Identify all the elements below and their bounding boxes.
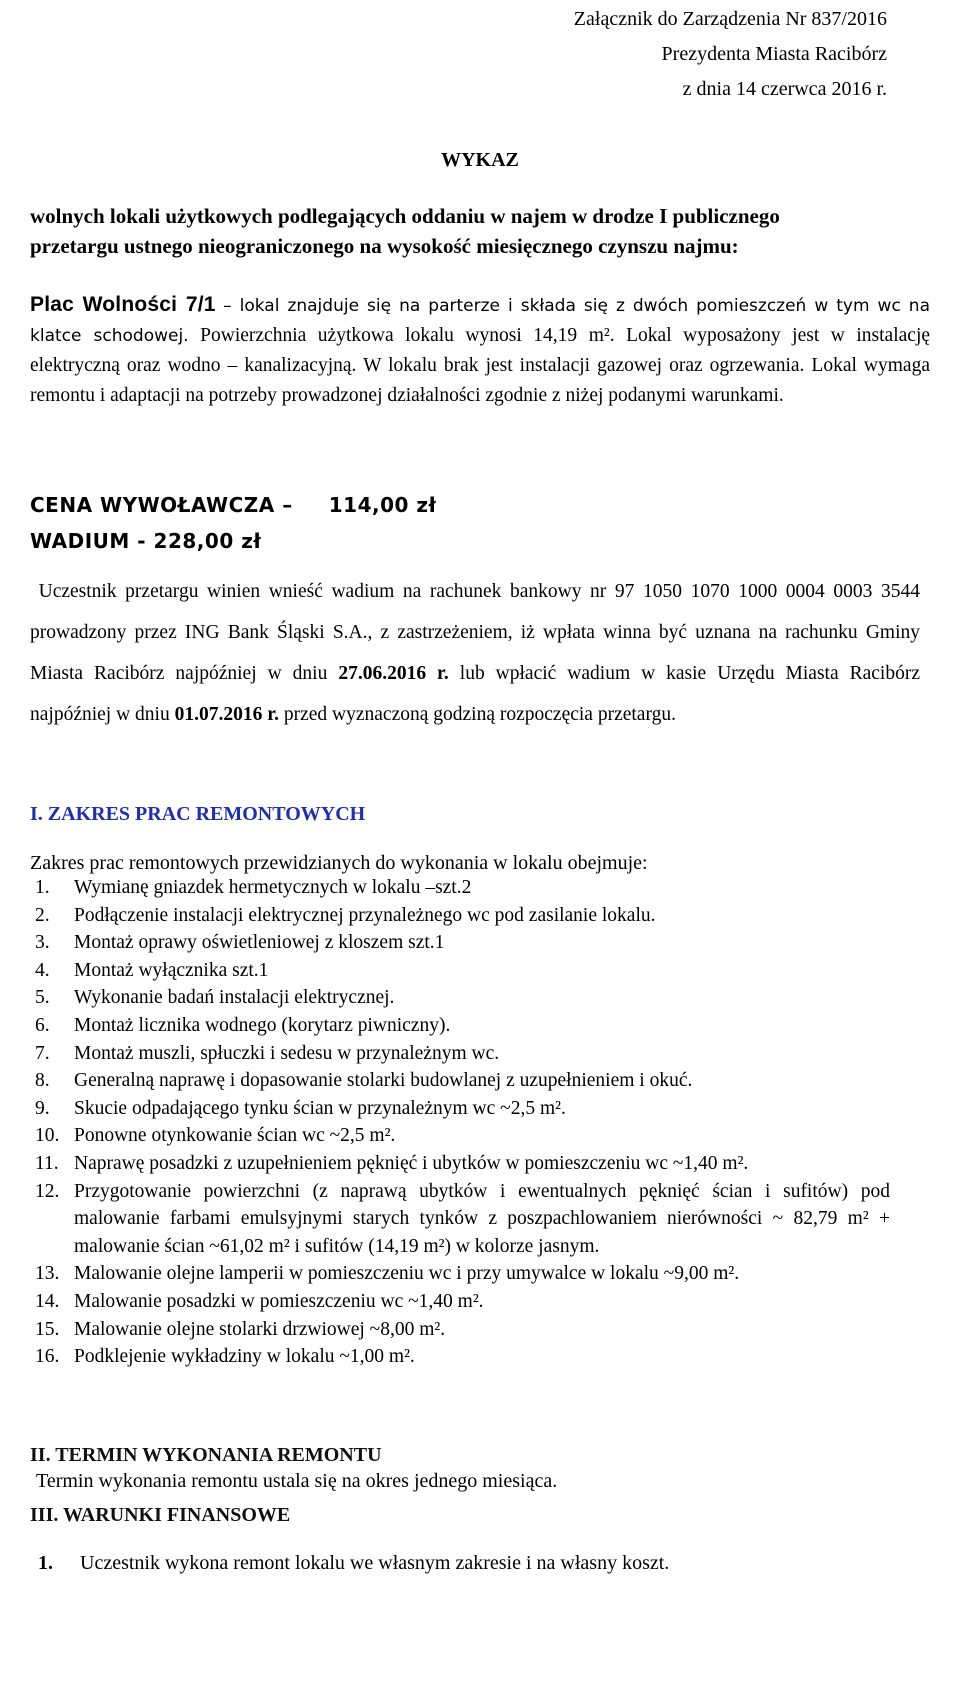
financial-condition-item: [38, 1548, 669, 1578]
list-item-text: Przygotowanie powierzchni (z naprawą ubytków i ewentualnych pęknięć ścian i sufitów) pod malowanie farbami emulsyjnymi starych tynków z poszpachlowaniem nierówności ~ 82,79 m² + malowanie ścian ~61,02 m² i sufitów (14,19 m²) w kolorze jasnym.: [74, 1180, 890, 1257]
list-item: [30, 1095, 890, 1123]
list-item-number: 11.: [35, 1152, 59, 1174]
list-item: [30, 1343, 890, 1371]
financial-item-number: 1.: [38, 1552, 53, 1574]
deposit-text-3: przed wyznaczoną godziną rozpoczęcia przetargu.: [283, 704, 676, 725]
premises-layout: – lokal znajduje się na parterze i składa się z dwóch pomieszczeń w tym wc na klatce schodowej.: [30, 296, 930, 346]
premises-address: Plac Wolności 7/1: [30, 293, 216, 316]
section-1-intro: Zakres prac remontowych przewidzianych do wykonania w lokalu obejmuje:: [30, 852, 648, 874]
list-item: [30, 1067, 890, 1095]
list-item-number: 3.: [35, 932, 50, 954]
deposit-date-1: 27.06.2016 r.: [338, 663, 449, 684]
list-item: [30, 902, 890, 930]
list-item: [30, 1012, 890, 1040]
subtitle-line-1: wolnych lokali użytkowych podlegających oddaniu w najem w drodze I publicznego: [30, 204, 780, 228]
premises-details: Powierzchnia użytkowa lokalu wynosi 14,19 m². Lokal wyposażony jest w instalację elektryczną oraz wodno – kanalizacyjną. W lokalu brak jest instalacji gazowej oraz ogrzewania. Lokal wymaga remontu i adaptacji na potrzeby prowadzonej działalności zgodnie z niżej podanymi warunkami.: [30, 325, 931, 406]
document-subtitle: [30, 201, 930, 261]
list-item: [30, 1150, 890, 1178]
list-item-text: Malowanie olejne lamperii w pomieszczeniu wc i przy umywalce w lokalu ~9,00 m².: [74, 1263, 740, 1285]
list-item-number: 12.: [35, 1180, 60, 1202]
list-item-number: 9.: [35, 1097, 50, 1119]
list-item-text: Wykonanie badań instalacji elektrycznej.: [74, 987, 395, 1009]
list-item-number: 16.: [35, 1346, 60, 1368]
list-item-number: 14.: [35, 1290, 60, 1312]
list-item: [30, 1040, 890, 1068]
list-item-text: Montaż wyłącznika szt.1: [74, 959, 269, 981]
list-item-number: 8.: [35, 1070, 50, 1092]
list-item-text: Naprawę posadzki z uzupełnieniem pęknięć i ubytków w pomieszczeniu wc ~1,40 m².: [74, 1152, 749, 1174]
list-item-number: 13.: [35, 1263, 60, 1285]
list-item: [30, 957, 890, 985]
deposit-text-1: Uczestnik przetargu winien wnieść wadium na rachunek bankowy nr 97 1050 1070 1000 0004 0003 3544 prowadzony przez ING Bank Śląski S.A., z zastrzeżeniem, iż wpłata winna być uznana na rachunku Gminy Miasta Racibórz najpóźniej w dniu: [30, 581, 920, 684]
price-block: [30, 487, 436, 559]
header-line-3: z dnia 14 czerwca 2016 r.: [682, 78, 887, 100]
attachment-header: [574, 2, 887, 107]
document-title: WYKAZ: [441, 149, 519, 171]
list-item-text: Ponowne otynkowanie ścian wc ~2,5 m².: [74, 1125, 396, 1147]
list-item-number: 1.: [35, 877, 50, 898]
list-item-text: Montaż muszli, spłuczki i sedesu w przynależnym wc.: [74, 1042, 500, 1064]
list-item-number: 10.: [35, 1125, 60, 1147]
list-item-number: 2.: [35, 904, 50, 926]
section-3-heading: III. WARUNKI FINANSOWE: [30, 1504, 291, 1526]
list-item-text: Wymianę gniazdek hermetycznych w lokalu –szt.2: [74, 877, 472, 898]
list-item-number: 6.: [35, 1014, 50, 1036]
deposit-date-2: 01.07.2016 r.: [174, 704, 279, 725]
premises-description: [30, 290, 930, 411]
deposit-amount: WADIUM - 228,00 zł: [30, 529, 262, 553]
list-item-text: Montaż oprawy oświetleniowej z kloszem szt.1: [74, 932, 445, 954]
section-2-heading: II. TERMIN WYKONANIA REMONTU: [30, 1444, 382, 1466]
list-item: [30, 1316, 890, 1344]
list-item: [30, 1178, 890, 1261]
list-item: [30, 1260, 890, 1288]
deposit-instructions: [30, 571, 920, 735]
starting-price-label: CENA WYWOŁAWCZA –: [30, 493, 293, 517]
subtitle-line-2: przetargu ustnego nieograniczonego na wysokość miesięcznego czynszu najmu:: [30, 234, 739, 258]
section-1-heading: I. ZAKRES PRAC REMONTOWYCH: [30, 803, 366, 825]
list-item: [30, 1122, 890, 1150]
list-item-text: Montaż licznika wodnego (korytarz piwniczny).: [74, 1014, 451, 1036]
header-line-2: Prezydenta Miasta Racibórz: [661, 43, 887, 65]
list-item-number: 5.: [35, 987, 50, 1009]
header-line-1: Załącznik do Zarządzenia Nr 837/2016: [573, 8, 887, 30]
list-item: [30, 874, 890, 902]
list-item: [30, 1288, 890, 1316]
deposit-text-2: lub wpłacić wadium w kasie Urzędu Miasta Racibórz najpóźniej w dniu: [30, 663, 920, 725]
list-item: [30, 984, 890, 1012]
list-item-number: 4.: [35, 959, 50, 981]
list-item-number: 15.: [35, 1318, 60, 1340]
starting-price: [30, 487, 436, 523]
list-item-text: Podklejenie wykładziny w lokalu ~1,00 m².: [74, 1346, 415, 1368]
financial-item-text: Uczestnik wykona remont lokalu we własnym zakresie i na własny koszt.: [80, 1552, 670, 1574]
list-item-text: Malowanie posadzki w pomieszczeniu wc ~1,40 m².: [74, 1290, 484, 1312]
list-item: [30, 929, 890, 957]
section-2-text: Termin wykonania remontu ustala się na okres jednego miesiąca.: [36, 1470, 558, 1492]
list-item-number: 7.: [35, 1042, 50, 1064]
list-item-text: Malowanie olejne stolarki drzwiowej ~8,00 m².: [74, 1318, 446, 1340]
renovation-works-list: [30, 874, 890, 1371]
list-item-text: Skucie odpadającego tynku ścian w przynależnym wc ~2,5 m².: [74, 1097, 566, 1119]
list-item-text: Generalną naprawę i dopasowanie stolarki budowlanej z uzupełnieniem i okuć.: [74, 1070, 693, 1092]
list-item-text: Podłączenie instalacji elektrycznej przynależnego wc pod zasilanie lokalu.: [74, 904, 656, 926]
starting-price-value: 114,00 zł: [328, 493, 437, 517]
